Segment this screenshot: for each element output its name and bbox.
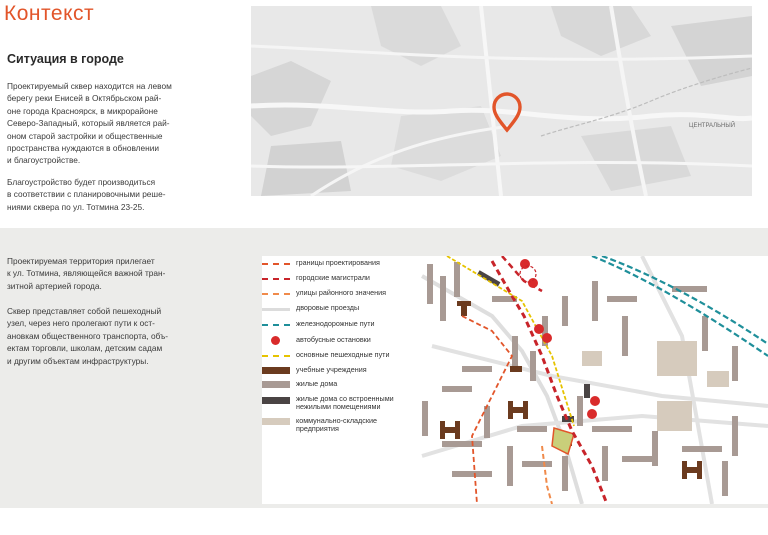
district-label: ЦЕНТРАЛЬНЫЙ bbox=[689, 123, 736, 129]
legend-item: автобусные остановки bbox=[262, 336, 371, 346]
legend-item: границы проектирования bbox=[262, 259, 380, 269]
legend-item: улицы районного значения bbox=[262, 289, 386, 299]
legend-item: дворовые проезды bbox=[262, 304, 359, 314]
situation-paragraph-1: Проектируемый сквер находится на левом берегу реки Енисей в Октябрьском рай- оне города Красноярск, в микрорайоне Северо-Западный, который является рай- оном старой застройки и общественные пространства нуждаются в обновлении и благоустройстве. bbox=[7, 81, 172, 166]
page-title: Контекст bbox=[4, 2, 95, 25]
legend-item: городские магистрали bbox=[262, 274, 370, 284]
territory-paragraph-2: Сквер представляет собой пешеходный узел, через него пролегают пути к ост- ановкам общественного транспорта, объ- ектам торговли, школам, детским садам и другим объектам инфраструктуры. bbox=[7, 306, 169, 366]
territory-paragraph-1: Проектируемая территория прилегает к ул. Тотмина, являющейся важной тран- зитной артерией города. bbox=[7, 256, 166, 291]
legend-item: жилые дома bbox=[262, 380, 337, 388]
bus-stop-icon bbox=[271, 336, 280, 345]
legend-item: основные пешеходные пути bbox=[262, 351, 389, 361]
site-plan bbox=[262, 256, 768, 504]
legend-item: учебные учреждения bbox=[262, 366, 367, 374]
legend-item: жилые дома со встроенными нежилыми помещениями bbox=[262, 395, 394, 412]
legend-item: железнодорожные пути bbox=[262, 320, 375, 330]
situation-paragraph-2: Благоустройство будет производиться в соответствии с планировочными реше- ниями сквера по ул. Тотмина 23-25. bbox=[7, 177, 166, 212]
legend-item: коммунально-складские предприятия bbox=[262, 417, 377, 434]
section-subtitle: Ситуация в городе bbox=[7, 52, 124, 66]
city-map bbox=[251, 6, 752, 196]
